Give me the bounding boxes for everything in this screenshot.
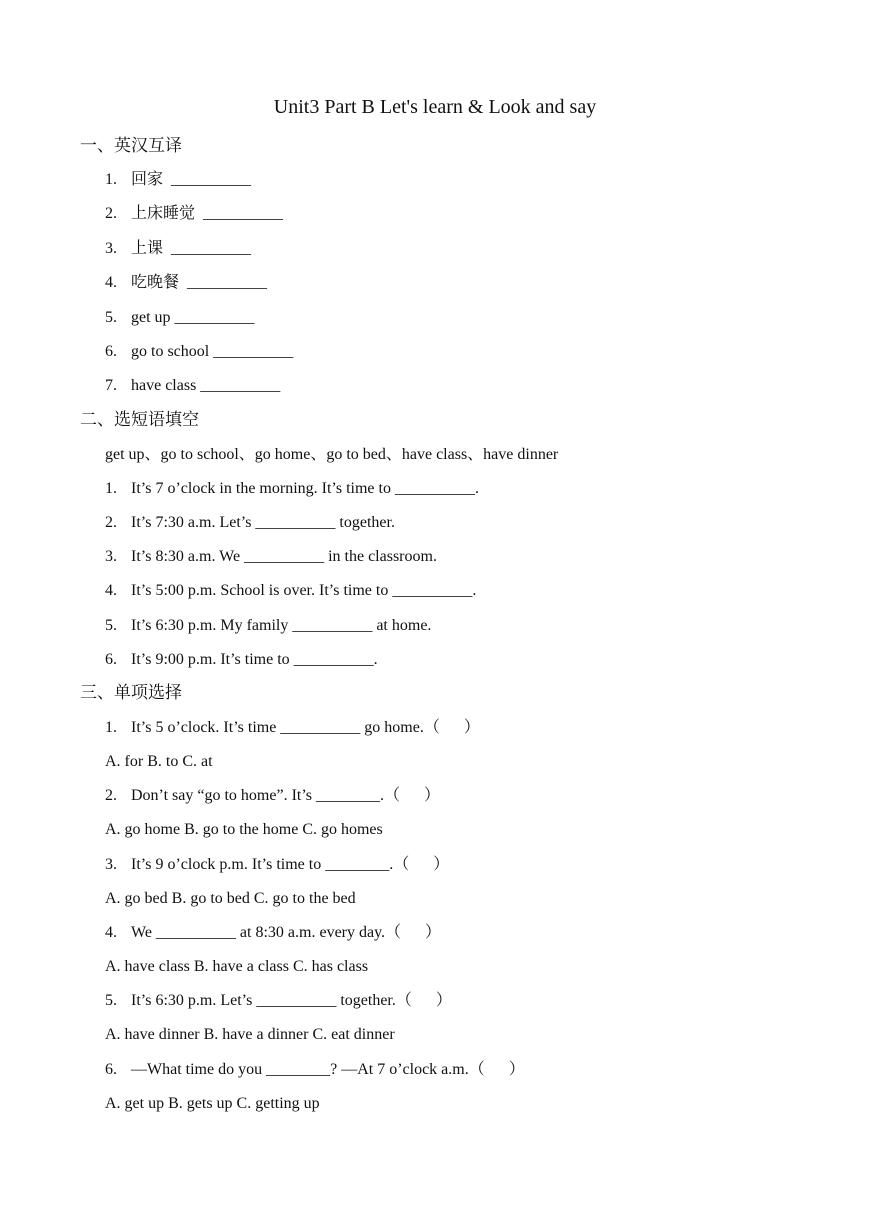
item-number: 1.	[105, 480, 117, 497]
item-text: It’s 9:00 p.m. It’s time to __________.	[131, 651, 378, 668]
item-text: 吃晚餐 __________	[131, 274, 268, 291]
list-item	[105, 306, 255, 330]
item-number: 2.	[105, 205, 117, 222]
question-number: 1.	[105, 719, 117, 736]
item-number: 3.	[105, 240, 117, 257]
list-item	[105, 579, 476, 603]
question	[105, 716, 480, 740]
list-item	[105, 237, 251, 261]
question-number: 3.	[105, 856, 117, 873]
question	[105, 784, 440, 808]
question-number: 2.	[105, 787, 117, 804]
question-text: It’s 6:30 p.m. Let’s __________ together.（ ）	[131, 992, 452, 1009]
question-number: 4.	[105, 924, 117, 941]
section-heading-translation: 一、英汉互译	[80, 136, 182, 155]
list-item	[105, 477, 479, 501]
list-item	[105, 648, 378, 672]
item-number: 4.	[105, 582, 117, 599]
section-heading-multiple-choice: 三、单项选择	[80, 683, 182, 702]
question-number: 6.	[105, 1061, 117, 1078]
item-text: have class __________	[131, 377, 281, 394]
item-number: 4.	[105, 274, 117, 291]
list-item	[105, 545, 437, 569]
question	[105, 989, 452, 1013]
list-item	[105, 202, 283, 226]
item-text: go to school __________	[131, 343, 294, 360]
item-number: 2.	[105, 514, 117, 531]
question-text: It’s 5 o’clock. It’s time __________ go home.（ ）	[131, 719, 480, 736]
question-options: A. go bed B. go to bed C. go to the bed	[105, 890, 356, 907]
item-number: 5.	[105, 309, 117, 326]
item-number: 7.	[105, 377, 117, 394]
item-text: 上课 __________	[131, 240, 252, 257]
item-text: get up __________	[131, 309, 255, 326]
item-number: 1.	[105, 171, 117, 188]
item-text: It’s 8:30 a.m. We __________ in the classroom.	[131, 548, 437, 565]
item-text: It’s 7:30 a.m. Let’s __________ together.	[131, 514, 395, 531]
question	[105, 853, 449, 877]
item-number: 3.	[105, 548, 117, 565]
question-options: A. for B. to C. at	[105, 753, 213, 770]
list-item	[105, 168, 251, 192]
question	[105, 921, 441, 945]
item-number: 6.	[105, 651, 117, 668]
question-number: 5.	[105, 992, 117, 1009]
question-options: A. get up B. gets up C. getting up	[105, 1095, 320, 1112]
list-item	[105, 614, 431, 638]
item-number: 6.	[105, 343, 117, 360]
question-text: We __________ at 8:30 a.m. every day.（ ）	[131, 924, 442, 941]
question-text: —What time do you ________? —At 7 o’clock a.m.（ ）	[131, 1061, 525, 1078]
list-item	[105, 511, 395, 535]
list-item	[105, 340, 293, 364]
item-text: It’s 6:30 p.m. My family __________ at home.	[131, 617, 432, 634]
list-item	[105, 271, 267, 295]
section-heading-fill-in: 二、选短语填空	[80, 410, 199, 429]
item-text: 上床睡觉 __________	[131, 205, 284, 222]
question-text: It’s 9 o’clock p.m. It’s time to ________.（ ）	[131, 856, 450, 873]
question-options: A. have class B. have a class C. has class	[105, 958, 369, 975]
question	[105, 1058, 525, 1082]
page-title: Unit3 Part B Let's learn & Look and say	[273, 96, 597, 118]
list-item	[105, 374, 280, 398]
item-text: 回家 __________	[131, 171, 252, 188]
item-text: It’s 7 o’clock in the morning. It’s time to __________.	[131, 480, 479, 497]
question-options: A. go home B. go to the home C. go homes	[105, 821, 383, 838]
question-options: A. have dinner B. have a dinner C. eat dinner	[105, 1026, 395, 1043]
item-number: 5.	[105, 617, 117, 634]
question-text: Don’t say “go to home”. It’s ________.（ ）	[131, 787, 441, 804]
item-text: It’s 5:00 p.m. School is over. It’s time to __________.	[131, 582, 477, 599]
phrase-bank: get up、go to school、go home、go to bed、have class、have dinner	[105, 446, 559, 463]
